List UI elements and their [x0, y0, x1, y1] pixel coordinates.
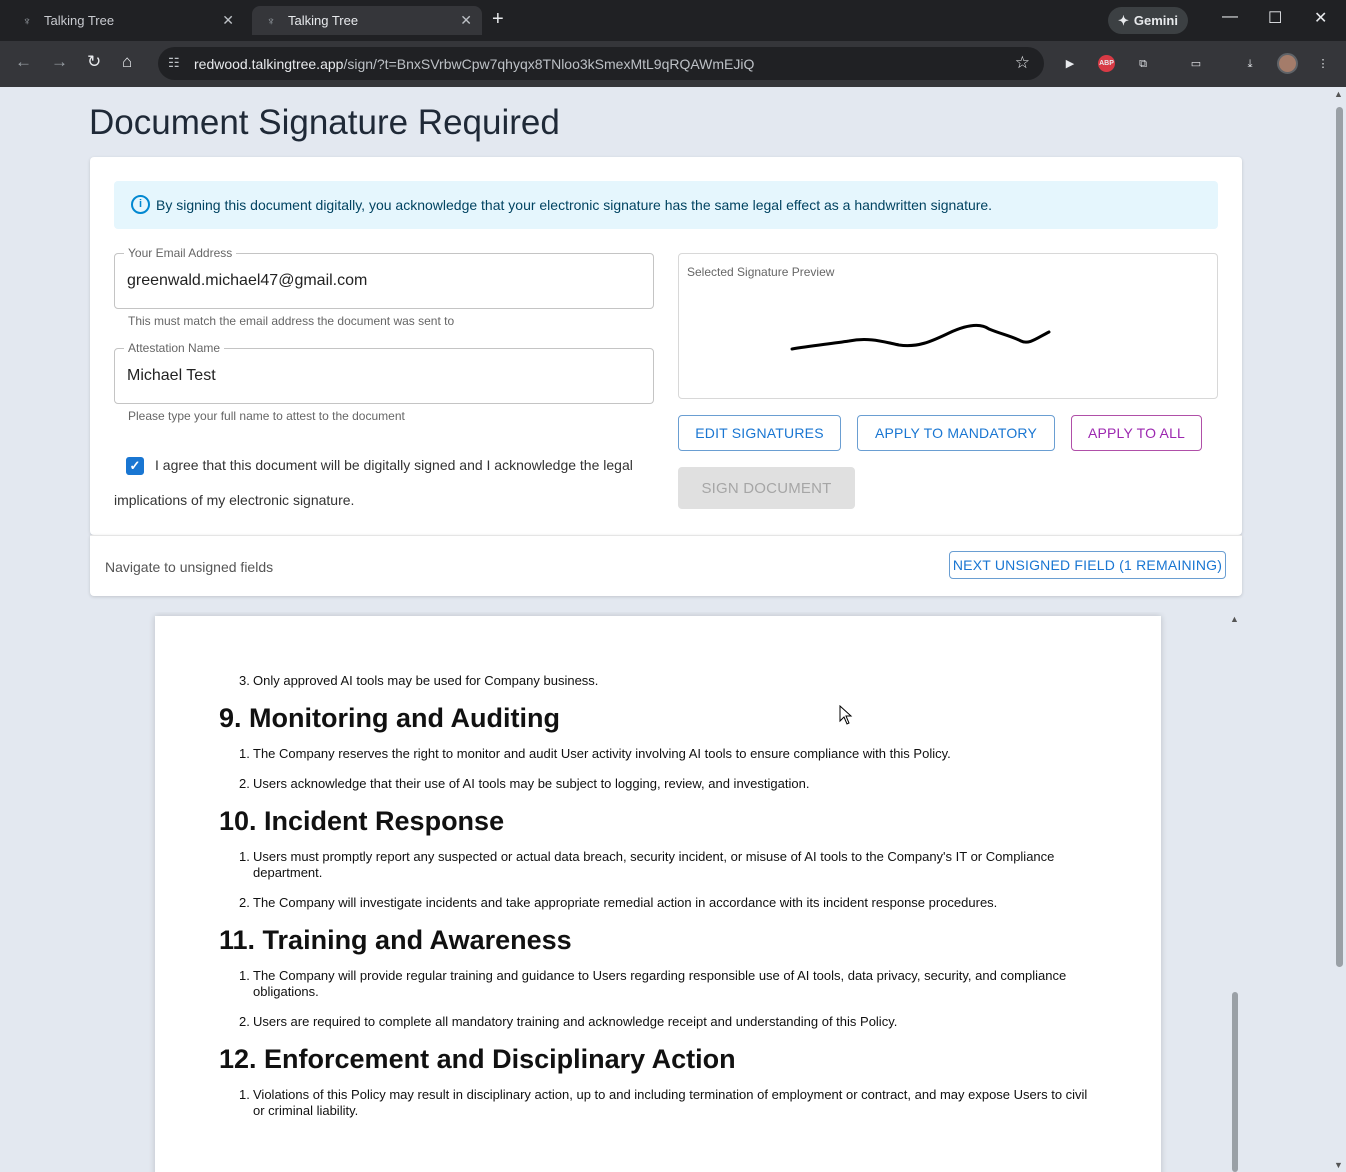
browser-toolbar: [0, 41, 1346, 87]
legal-info-alert: [114, 181, 1218, 229]
section-list: [219, 968, 1099, 1030]
signature-preview-label: Selected Signature Preview: [687, 265, 835, 279]
document-viewer[interactable]: [90, 612, 1242, 1172]
forward-icon[interactable]: →: [51, 52, 68, 71]
browser-tab-active[interactable]: [252, 6, 482, 35]
list-item: 1. Users must promptly report any suspected or actual data breach, security incident, or misuse of AI tools to the Company's IT or Compliance department.: [239, 849, 1055, 880]
new-tab-icon[interactable]: +: [492, 8, 504, 30]
list-item: 1. Violations of this Policy may result in disciplinary action, up to and including termination of employment or contract, and may expose Users to civil or criminal liability.: [239, 1087, 1088, 1118]
section-list: [219, 746, 1099, 792]
tab-search-icon[interactable]: ▭: [1190, 58, 1202, 70]
gemini-label: Gemini: [1133, 13, 1178, 28]
apply-to-all-button[interactable]: APPLY TO ALL: [1071, 415, 1202, 451]
scroll-down-icon[interactable]: ▼: [1334, 1160, 1343, 1170]
next-unsigned-field-button[interactable]: NEXT UNSIGNED FIELD (1 REMAINING): [949, 551, 1226, 579]
document-content: [219, 673, 1099, 1133]
tab-title: Talking Tree: [44, 13, 115, 28]
extensions-puzzle-icon[interactable]: ⧉: [1139, 58, 1147, 70]
close-tab-icon[interactable]: ✕: [460, 12, 472, 28]
scrollbar-thumb[interactable]: [1336, 107, 1343, 967]
email-label: Your Email Address: [124, 246, 236, 260]
attestation-label: Attestation Name: [124, 341, 224, 355]
minimize-icon[interactable]: —: [1222, 8, 1238, 25]
document-scrollbar[interactable]: [1228, 612, 1242, 1172]
signature-preview-box: [678, 253, 1218, 399]
scroll-up-icon[interactable]: ▲: [1334, 89, 1343, 99]
document-page: [155, 616, 1161, 1172]
maximize-icon[interactable]: ☐: [1268, 10, 1283, 27]
email-input[interactable]: [127, 272, 627, 290]
unsigned-fields-nav: [90, 535, 1242, 596]
attestation-field[interactable]: [114, 341, 654, 404]
email-field[interactable]: [114, 246, 654, 309]
section-heading: 9. Monitoring and Auditing: [219, 703, 560, 733]
sparkle-icon: ✦: [1118, 12, 1129, 28]
alert-text: By signing this document digitally, you acknowledge that your electronic signature has the same legal effect as a handwritten signature.: [156, 197, 993, 213]
browser-titlebar: [0, 0, 1346, 41]
adblock-plus-icon[interactable]: ABP: [1098, 55, 1115, 72]
apply-to-mandatory-button[interactable]: APPLY TO MANDATORY: [857, 415, 1055, 451]
reload-icon[interactable]: ↻: [87, 52, 102, 71]
bookmark-star-icon[interactable]: ☆: [1014, 53, 1030, 72]
list-item: 2. Users acknowledge that their use of AI tools may be subject to logging, review, and investigation.: [239, 776, 810, 791]
page-content: [0, 87, 1346, 1172]
section-list: [219, 849, 1099, 911]
url-text[interactable]: [194, 56, 754, 72]
scrollbar-thumb[interactable]: [1232, 992, 1238, 1172]
attestation-helper-text: Please type your full name to attest to the document: [128, 409, 405, 423]
list-item: 2. The Company will investigate incidents and take appropriate remedial action in accordance with its incident response procedures.: [239, 895, 998, 910]
section-heading: 11. Training and Awareness: [219, 925, 572, 955]
menu-kebab-icon[interactable]: ⋮: [1317, 58, 1329, 70]
check-icon: ✓: [129, 458, 141, 473]
close-tab-icon[interactable]: ✕: [222, 12, 234, 28]
navigate-label: Navigate to unsigned fields: [105, 559, 274, 575]
section-list: [219, 1087, 1099, 1119]
profile-avatar[interactable]: [1277, 53, 1298, 74]
email-helper-text: This must match the email address the document was sent to: [128, 314, 455, 328]
sign-document-button[interactable]: SIGN DOCUMENT: [678, 467, 855, 509]
close-window-icon[interactable]: ✕: [1314, 10, 1328, 27]
extension-icon[interactable]: ▶: [1065, 58, 1075, 70]
browser-tab[interactable]: [8, 6, 244, 35]
section-heading: 12. Enforcement and Disciplinary Action: [219, 1044, 736, 1074]
tab-title: Talking Tree: [288, 13, 359, 28]
tree-favicon-icon: ♆: [266, 13, 276, 28]
list-item: 1. The Company will provide regular training and guidance to Users regarding responsible use of AI tools, data privacy, security, and compliance obligations.: [239, 968, 1067, 999]
signing-card: [90, 157, 1242, 535]
agree-checkbox[interactable]: [126, 457, 144, 475]
tree-favicon-icon: ♆: [22, 13, 32, 28]
edit-signatures-button[interactable]: EDIT SIGNATURES: [678, 415, 841, 451]
back-icon[interactable]: ←: [15, 52, 32, 71]
list-item: 2. Users are required to complete all mandatory training and acknowledge receipt and understanding of this Policy.: [239, 1014, 898, 1029]
signature-image: [789, 314, 1059, 354]
url-path: /sign/?t=BnxSVrbwCpw7qhyqx8TNloo3kSmexMtL9qRQAWmEJiQ: [343, 56, 755, 72]
page-scrollbar[interactable]: [1332, 87, 1346, 1172]
list-item: 3. Only approved AI tools may be used for Company business.: [239, 673, 599, 688]
agree-label[interactable]: I agree that this document will be digitally signed and I acknowledge the legal implications of my electronic signature.: [114, 457, 633, 508]
scroll-up-icon[interactable]: ▲: [1230, 614, 1239, 624]
address-bar[interactable]: [158, 47, 1044, 80]
info-icon: i: [131, 195, 150, 214]
site-info-icon[interactable]: ☷: [168, 55, 180, 70]
page-title: Document Signature Required: [89, 103, 560, 142]
download-icon[interactable]: ⤓: [1247, 58, 1253, 70]
section-heading: 10. Incident Response: [219, 806, 505, 836]
attestation-input[interactable]: [127, 367, 627, 385]
home-icon[interactable]: ⌂: [122, 52, 133, 71]
gemini-button[interactable]: [1108, 7, 1188, 34]
url-host: redwood.talkingtree.app: [194, 56, 344, 72]
list-item: 1. The Company reserves the right to monitor and audit User activity involving AI tools to ensure compliance with this Policy.: [239, 746, 951, 761]
mouse-cursor-icon: [839, 705, 853, 725]
